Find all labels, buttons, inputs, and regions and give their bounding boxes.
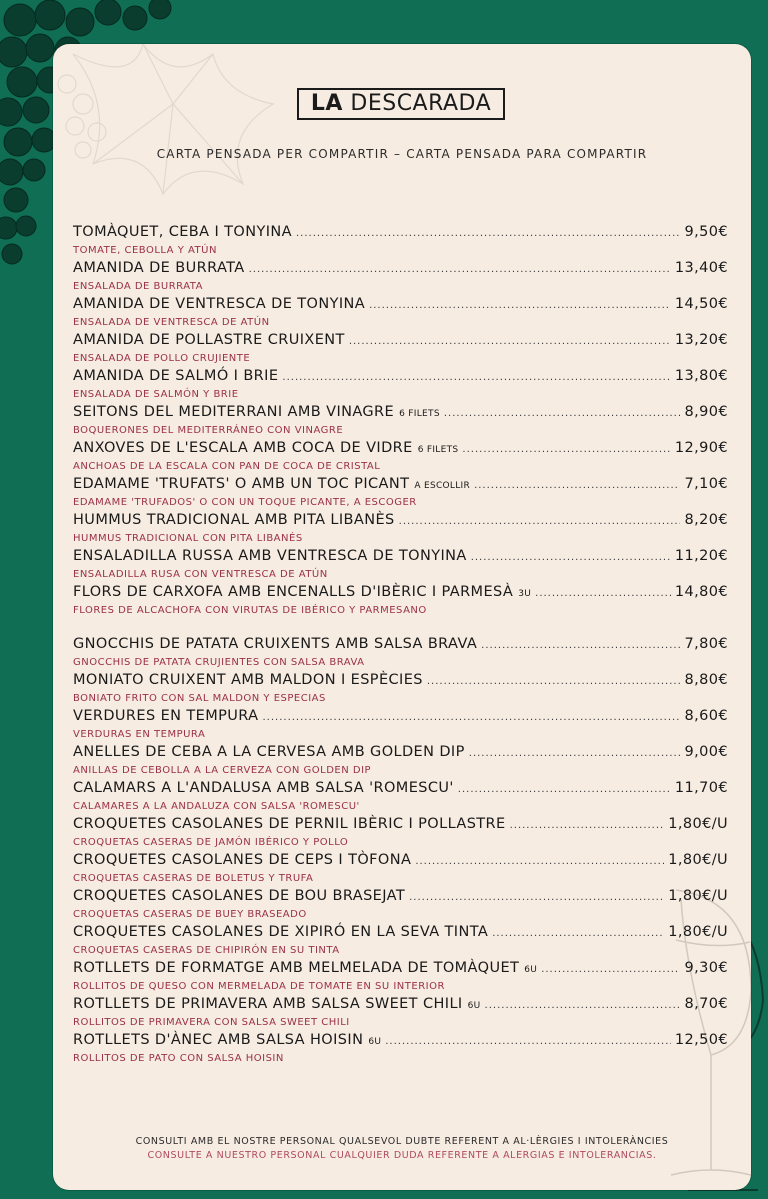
dot-leader: [296, 228, 681, 239]
menu-item: [73, 852, 728, 888]
dish-name: TOMÀQUET, CEBA I TONYINA: [73, 224, 292, 240]
dish-price: 1,80€/U: [668, 924, 728, 940]
menu-item-row: [73, 296, 728, 316]
dish-name-spanish: CROQUETAS CASERAS DE CHIPIRÓN EN SU TINTA: [73, 945, 340, 956]
dish-price: 8,70€: [684, 996, 728, 1012]
menu-items: [73, 224, 728, 1068]
dish-name: FLORS DE CARXOFA AMB ENCENALLS D'IBÈRIC I PARMESÀ: [73, 584, 514, 600]
dish-quantity-note: 6U: [368, 1037, 382, 1047]
dish-name-spanish: ROLLITOS DE PATO CON SALSA HOISIN: [73, 1053, 284, 1064]
restaurant-logo: LA DESCARADA: [297, 88, 505, 120]
dot-leader: [263, 712, 681, 723]
dot-leader: [481, 640, 680, 651]
menu-item-row: [73, 512, 728, 532]
dot-leader: [469, 748, 681, 759]
dish-price: 1,80€/U: [668, 888, 728, 904]
dish-name-spanish: ROLLITOS DE PRIMAVERA CON SALSA SWEET CHILI: [73, 1017, 350, 1028]
dish-price: 9,00€: [684, 744, 728, 760]
dot-leader: [492, 928, 664, 939]
menu-item-row: [73, 744, 728, 764]
dish-quantity-note: 6 FILETS: [417, 445, 459, 455]
dot-leader: [282, 372, 670, 383]
menu-item: [73, 512, 728, 548]
dish-price: 7,80€: [684, 636, 728, 652]
dish-price: 13,40€: [674, 260, 728, 276]
dot-leader: [444, 408, 681, 419]
dot-leader: [427, 676, 681, 687]
menu-item-row: [73, 440, 728, 460]
dot-leader: [458, 784, 671, 795]
menu-item-row: [73, 332, 728, 352]
dot-leader: [462, 444, 670, 455]
dish-price: 8,60€: [684, 708, 728, 724]
dish-name: ROTLLETS DE FORMATGE AMB MELMELADA DE TOMÀQUET: [73, 960, 520, 976]
dish-name: EDAMAME 'TRUFATS' O AMB UN TOC PICANT: [73, 476, 410, 492]
dish-price: 13,80€: [674, 368, 728, 384]
menu-item: [73, 708, 728, 744]
dish-quantity-note: 6 FILETS: [399, 409, 440, 419]
dish-name: CROQUETES CASOLANES DE CEPS I TÒFONA: [73, 852, 412, 868]
menu-item: [73, 744, 728, 780]
dish-name-spanish: VERDURAS EN TEMPURA: [73, 729, 206, 740]
menu-item: [73, 672, 728, 708]
menu-item-row: [73, 636, 728, 656]
dot-leader: [349, 336, 671, 347]
menu-item: [73, 888, 728, 924]
menu-item-row: [73, 852, 728, 872]
dot-leader: [385, 1036, 671, 1047]
dish-name: VERDURES EN TEMPURA: [73, 708, 259, 724]
dot-leader: [541, 964, 680, 975]
menu-item-row: [73, 224, 728, 244]
dish-name: AMANIDA DE POLLASTRE CRUIXENT: [73, 332, 345, 348]
dish-name-spanish: BOQUERONES DEL MEDITERRÁNEO CON VINAGRE: [73, 425, 344, 436]
menu-item-row: [73, 708, 728, 728]
dish-name-spanish: CROQUETAS CASERAS DE JAMÓN IBÉRICO Y POLLO: [73, 837, 349, 848]
dish-price: 9,30€: [684, 960, 728, 976]
dish-name: CROQUETES CASOLANES DE BOU BRASEJAT: [73, 888, 406, 904]
menu-item: [73, 996, 728, 1032]
dish-name-spanish: HUMMUS TRADICIONAL CON PITA LIBANÉS: [73, 533, 303, 544]
dish-price: 13,20€: [674, 332, 728, 348]
dot-leader: [510, 820, 665, 831]
dot-leader: [535, 588, 671, 599]
menu-item: [73, 476, 728, 512]
dish-price: 7,10€: [684, 476, 728, 492]
dish-name: ROTLLETS D'ÀNEC AMB SALSA HOISIN: [73, 1032, 364, 1048]
menu-item: [73, 548, 728, 584]
menu-item: [73, 440, 728, 476]
menu-item: [73, 584, 728, 620]
dish-name-spanish: GNOCCHIS DE PATATA CRUJIENTES CON SALSA BRAVA: [73, 657, 365, 668]
menu-item-row: [73, 404, 728, 424]
dish-name: CALAMARS A L'ANDALUSA AMB SALSA 'ROMESCU': [73, 780, 454, 796]
menu-item: [73, 924, 728, 960]
dish-name-spanish: ENSALADA DE SALMÓN Y BRIE: [73, 389, 239, 400]
dish-price: 1,80€/U: [668, 852, 728, 868]
dish-name-spanish: TOMATE, CEBOLLA Y ATÚN: [73, 245, 217, 256]
dish-name: AMANIDA DE SALMÓ I BRIE: [73, 368, 279, 384]
menu-item-row: [73, 672, 728, 692]
dish-name-spanish: ANCHOAS DE LA ESCALA CON PAN DE COCA DE CRISTAL: [73, 461, 381, 472]
dish-name-spanish: ENSALADA DE VENTRESCA DE ATÚN: [73, 317, 270, 328]
dish-name: ANELLES DE CEBA A LA CERVESA AMB GOLDEN DIP: [73, 744, 465, 760]
menu-item: [73, 296, 728, 332]
dish-name: AMANIDA DE VENTRESCA DE TONYINA: [73, 296, 366, 312]
dish-name: GNOCCHIS DE PATATA CRUIXENTS AMB SALSA BRAVA: [73, 636, 478, 652]
dish-name-spanish: ANILLAS DE CEBOLLA A LA CERVEZA CON GOLDEN DIP: [73, 765, 372, 776]
menu-item: [73, 332, 728, 368]
menu-item-row: [73, 1032, 728, 1052]
dish-name-spanish: CROQUETAS CASERAS DE BOLETUS Y TRUFA: [73, 873, 314, 884]
dish-name-spanish: ENSALADA DE POLLO CRUJIENTE: [73, 353, 251, 364]
dot-leader: [409, 892, 664, 903]
dot-leader: [399, 516, 681, 527]
dish-name-spanish: CROQUETAS CASERAS DE BUEY BRASEADO: [73, 909, 307, 920]
dish-name-spanish: ENSALADILLA RUSA CON VENTRESCA DE ATÚN: [73, 569, 328, 580]
menu-item-row: [73, 996, 728, 1016]
dish-name: CROQUETES CASOLANES DE XIPIRÓ EN LA SEVA TINTA: [73, 924, 489, 940]
menu-item-row: [73, 476, 728, 496]
menu-item-row: [73, 816, 728, 836]
dish-name: SEITONS DEL MEDITERRANI AMB VINAGRE: [73, 404, 395, 420]
menu-item-row: [73, 924, 728, 944]
menu-item: [73, 368, 728, 404]
dish-name: HUMMUS TRADICIONAL AMB PITA LIBANÈS: [73, 512, 395, 528]
menu-item-row: [73, 368, 728, 388]
allergy-notice-spanish: CONSULTE A NUESTRO PERSONAL CUALQUIER DUDA REFERENTE A ALERGIAS E INTOLERANCIAS.: [147, 1150, 657, 1161]
dish-name-spanish: ROLLITOS DE QUESO CON MERMELADA DE TOMATE EN SU INTERIOR: [73, 981, 445, 992]
dish-quantity-note: 6U: [524, 965, 538, 975]
dot-leader: [471, 552, 671, 563]
menu-item: [73, 1032, 728, 1068]
menu-item: [73, 404, 728, 440]
menu-item: [73, 260, 728, 296]
menu-subtitle: CARTA PENSADA PER COMPARTIR – CARTA PENSADA PARA COMPARTIR: [156, 147, 648, 161]
dish-price: 12,50€: [674, 1032, 728, 1048]
dish-name: CROQUETES CASOLANES DE PERNIL IBÈRIC I POLLASTRE: [73, 816, 506, 832]
allergy-notice-catalan: CONSULTI AMB EL NOSTRE PERSONAL QUALSEVOL DUBTE REFERENT A AL·LÈRGIES I INTOLERÀNCIES: [135, 1136, 669, 1147]
dish-price: 8,80€: [684, 672, 728, 688]
menu-item-row: [73, 780, 728, 800]
dish-name-spanish: BONIATO FRITO CON SAL MALDON Y ESPECIAS: [73, 693, 326, 704]
dish-price: 12,90€: [674, 440, 728, 456]
dish-name: AMANIDA DE BURRATA: [73, 260, 245, 276]
dot-leader: [249, 264, 671, 275]
dish-price: 14,80€: [674, 584, 728, 600]
dish-price: 1,80€/U: [668, 816, 728, 832]
dish-name: ENSALADILLA RUSSA AMB VENTRESCA DE TONYINA: [73, 548, 467, 564]
menu-item-row: [73, 548, 728, 568]
menu-item: [73, 816, 728, 852]
menu-item: [73, 636, 728, 672]
menu-card: [53, 44, 751, 1190]
menu-item: [73, 960, 728, 996]
dot-leader: [369, 300, 671, 311]
menu-item: [73, 780, 728, 816]
dot-leader: [485, 1000, 681, 1011]
dish-name: ANXOVES DE L'ESCALA AMB COCA DE VIDRE: [73, 440, 413, 456]
dish-name-spanish: EDAMAME 'TRUFADOS' O CON UN TOQUE PICANTE, A ESCOGER: [73, 497, 417, 508]
menu-item-row: [73, 888, 728, 908]
dish-price: 8,20€: [684, 512, 728, 528]
dish-quantity-note: A ESCOLLIR: [414, 481, 471, 491]
dish-quantity-note: 3U: [518, 589, 532, 599]
menu-item-row: [73, 260, 728, 280]
dish-price: 11,20€: [674, 548, 728, 564]
dot-leader: [415, 856, 664, 867]
dish-price: 11,70€: [674, 780, 728, 796]
dish-quantity-note: 6U: [467, 1001, 481, 1011]
menu-item-row: [73, 584, 728, 604]
dish-name-spanish: ENSALADA DE BURRATA: [73, 281, 203, 292]
dish-price: 9,50€: [684, 224, 728, 240]
dish-name-spanish: FLORES DE ALCACHOFA CON VIRUTAS DE IBÉRICO Y PARMESANO: [73, 605, 427, 616]
dish-price: 8,90€: [684, 404, 728, 420]
dish-name: ROTLLETS DE PRIMAVERA AMB SALSA SWEET CHILI: [73, 996, 463, 1012]
menu-item: [73, 224, 728, 260]
dish-name: MONIATO CRUIXENT AMB MALDON I ESPÈCIES: [73, 672, 423, 688]
dot-leader: [474, 480, 680, 491]
dish-name-spanish: CALAMARES A LA ANDALUZA CON SALSA 'ROMESCU': [73, 801, 360, 812]
menu-item-row: [73, 960, 728, 980]
dish-price: 14,50€: [674, 296, 728, 312]
